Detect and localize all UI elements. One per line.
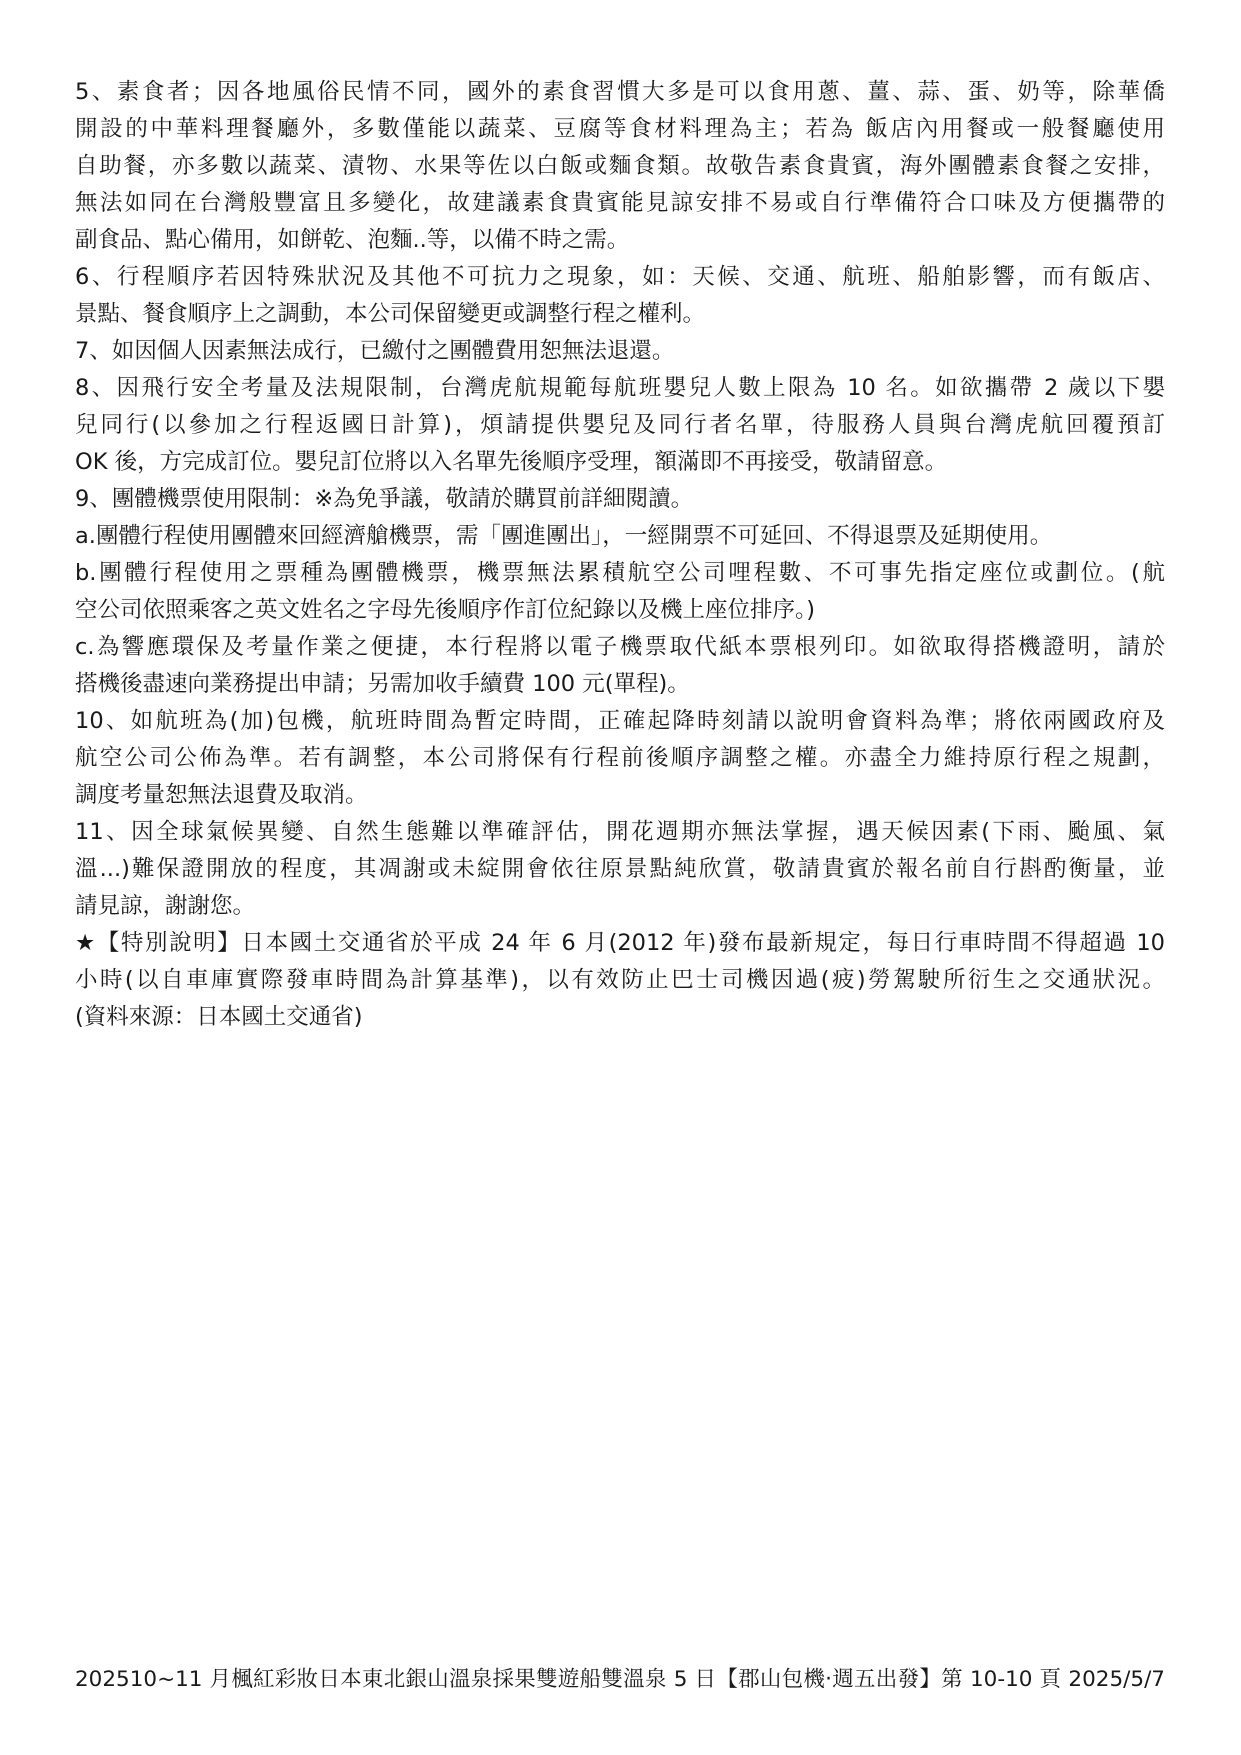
paragraph — [75, 703, 1165, 814]
text-line: 副食品、點心備用，如餅乾、泡麵..等，以備不時之需。 — [75, 227, 630, 253]
text-line: 景點、餐食順序上之調動，本公司保留變更或調整行程之權利。 — [75, 301, 706, 327]
text-line: 11、因全球氣候異變、自然生態難以準確評估，開花週期亦無法掌握，遇天候因素(下雨、颱風、氣 — [75, 819, 1165, 845]
text-line: 兒同行(以參加之行程返國日計算)，煩請提供嬰兒及同行者名單，待服務人員與台灣虎航回覆預訂 — [75, 412, 1165, 438]
text-line: 9、團體機票使用限制：※為免爭議，敬請於購買前詳細閱讀。 — [75, 486, 694, 512]
text-line: 空公司依照乘客之英文姓名之字母先後順序作訂位紀錄以及機上座位排序。) — [75, 597, 816, 623]
text-line: 航空公司公佈為準。若有調整，本公司將保有行程前後順序調整之權。亦盡全力維持原行程之規劃， — [75, 745, 1165, 771]
text-line: ★【特別說明】日本國土交通省於平成 24 年 6 月(2012 年)發布最新規定，每日行車時間不得超過 10 — [75, 930, 1165, 956]
text-line: 請見諒，謝謝您。 — [75, 893, 256, 919]
paragraph — [75, 925, 1165, 1036]
text-line: 開設的中華料理餐廳外，多數僅能以蔬菜、豆腐等食材料理為主；若為 飯店內用餐或一般餐廳使用 — [75, 116, 1165, 142]
paragraph — [75, 259, 1165, 333]
paragraph — [75, 555, 1165, 629]
text-line: 無法如同在台灣般豐富且多變化，故建議素食貴賓能見諒安排不易或自行準備符合口味及方便攜帶的 — [75, 190, 1165, 216]
paragraph — [75, 370, 1165, 481]
document-body — [75, 74, 1165, 1036]
text-line: 5、素食者；因各地風俗民情不同，國外的素食習慣大多是可以食用蔥、薑、蒜、蛋、奶等，除華僑 — [75, 79, 1165, 105]
paragraph — [75, 481, 1165, 518]
text-line: 6、行程順序若因特殊狀況及其他不可抗力之現象，如：天候、交通、航班、船舶影響，而有飯店、 — [75, 264, 1165, 290]
text-line: 10、如航班為(加)包機，航班時間為暫定時間，正確起降時刻請以說明會資料為準；將依兩國政府及 — [75, 708, 1165, 734]
text-line: 7、如因個人因素無法成行，已繳付之團體費用恕無法退還。 — [75, 338, 675, 364]
text-line: 溫...)難保證開放的程度，其凋謝或未綻開會依往原景點純欣賞，敬請貴賓於報名前自行斟酌衡量，並 — [75, 856, 1165, 882]
text-line: a.團體行程使用團體來回經濟艙機票，需「團進團出」，一經開票不可延回、不得退票及延期使用。 — [75, 523, 1053, 549]
paragraph — [75, 518, 1165, 555]
paragraph — [75, 629, 1165, 703]
text-line: OK 後，方完成訂位。嬰兒訂位將以入名單先後順序受理，額滿即不再接受，敬請留意。 — [75, 449, 948, 475]
text-line: 調度考量恕無法退費及取消。 — [75, 782, 368, 808]
text-line: (資料來源：日本國土交通省) — [75, 1004, 363, 1030]
text-line: 搭機後盡速向業務提出申請；另需加收手續費 100 元(單程)。 — [75, 671, 690, 697]
text-line: c.為響應環保及考量作業之便捷，本行程將以電子機票取代紙本票根列印。如欲取得搭機證明，請於 — [75, 634, 1165, 660]
paragraph — [75, 74, 1165, 259]
paragraph — [75, 333, 1165, 370]
paragraph — [75, 814, 1165, 925]
text-line: 小時(以自車庫實際發車時間為計算基準)，以有效防止巴士司機因過(疲)勞駕駛所衍生之交通狀況。 — [75, 967, 1165, 993]
page-footer: 202510~11 月楓紅彩妝日本東北銀山溫泉採果雙遊船雙溫泉 5 日【郡山包機‧週五出發】第 10-10 頁 2025/5/7 — [75, 1667, 1165, 1692]
text-line: 自助餐，亦多數以蔬菜、漬物、水果等佐以白飯或麵食類。故敬告素食貴賓，海外團體素食餐之安排， — [75, 153, 1165, 179]
text-line: b.團體行程使用之票種為團體機票，機票無法累積航空公司哩程數、不可事先指定座位或劃位。(航 — [75, 560, 1165, 586]
text-line: 8、因飛行安全考量及法規限制，台灣虎航規範每航班嬰兒人數上限為 10 名。如欲攜帶 2 歲以下嬰 — [75, 375, 1165, 401]
